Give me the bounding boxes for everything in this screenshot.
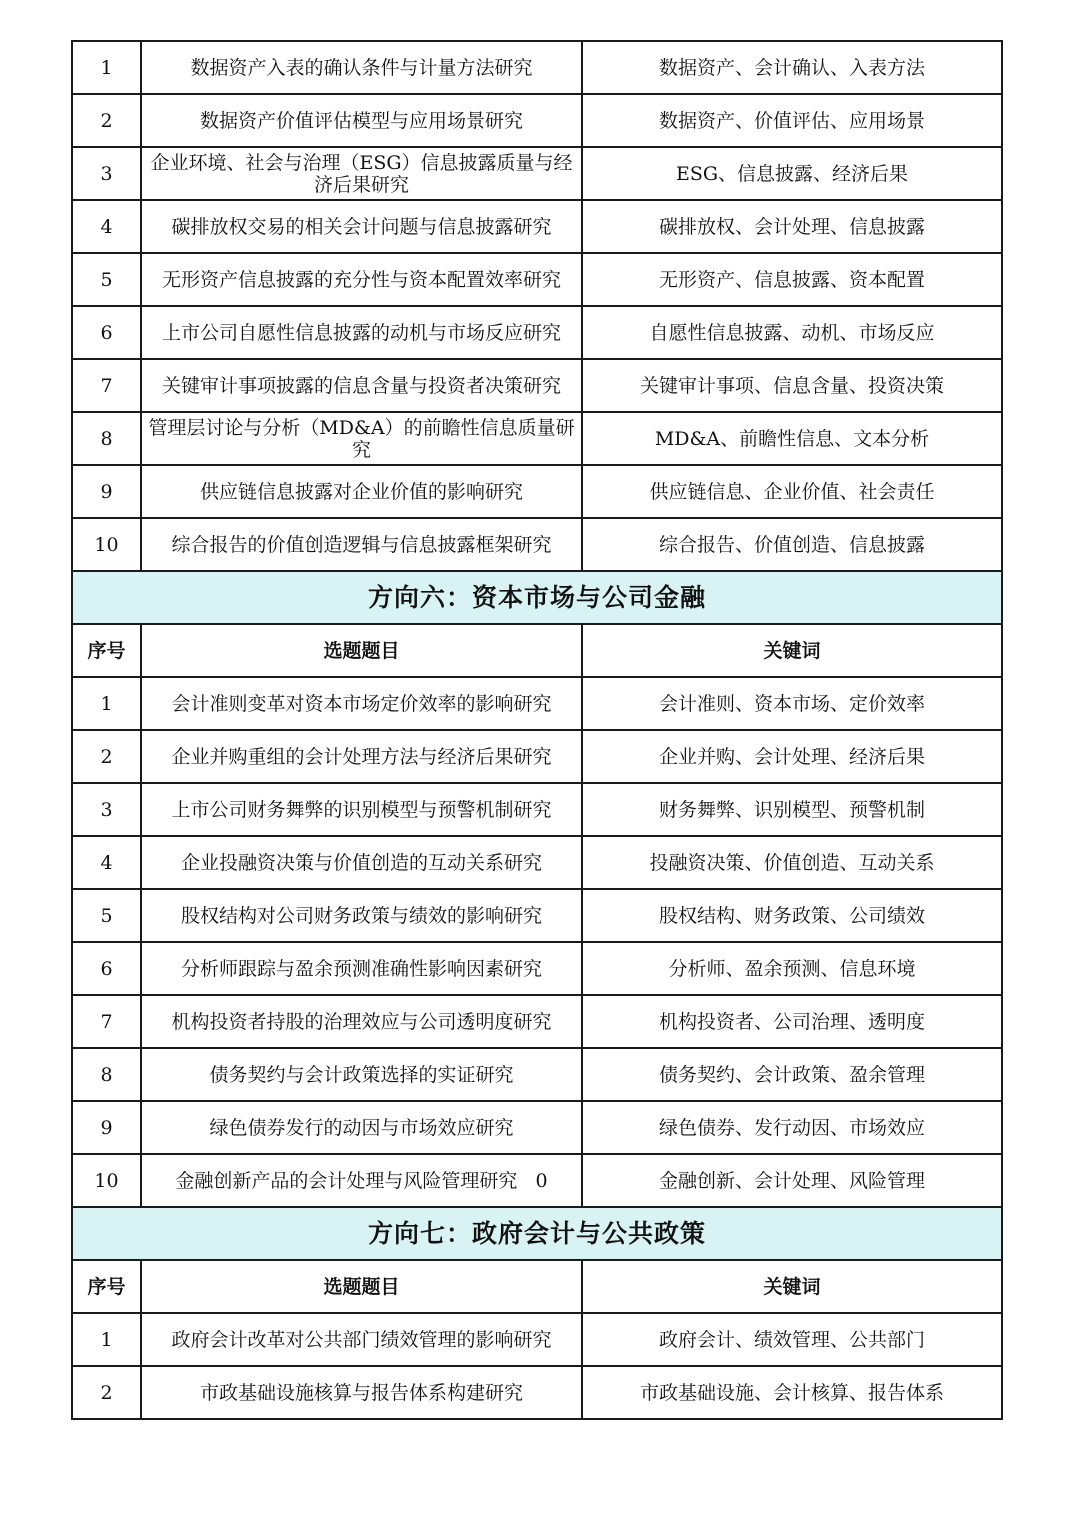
column-header-number: 序号	[72, 624, 141, 677]
column-header-topic: 选题题目	[141, 1260, 582, 1313]
row-number: 8	[72, 1048, 141, 1101]
topic-cell: 上市公司自愿性信息披露的动机与市场反应研究	[141, 306, 582, 359]
topic-cell: 无形资产信息披露的充分性与资本配置效率研究	[141, 253, 582, 306]
keywords-cell: 绿色债券、发行动因、市场效应	[582, 1101, 1002, 1154]
section-title-row	[72, 571, 1002, 624]
topic-cell: 供应链信息披露对企业价值的影响研究	[141, 465, 582, 518]
keywords-cell: 投融资决策、价值创造、互动关系	[582, 836, 1002, 889]
table-row	[72, 359, 1002, 412]
topics-table	[71, 40, 1003, 1420]
keywords-cell: 股权结构、财务政策、公司绩效	[582, 889, 1002, 942]
row-number: 8	[72, 412, 141, 465]
topic-cell: 金融创新产品的会计处理与风险管理研究 0	[141, 1154, 582, 1207]
table-row	[72, 730, 1002, 783]
table-row	[72, 518, 1002, 571]
keywords-cell: MD&A、前瞻性信息、文本分析	[582, 412, 1002, 465]
row-number: 3	[72, 783, 141, 836]
topics-table-body	[72, 41, 1002, 1419]
keywords-cell: 碳排放权、会计处理、信息披露	[582, 200, 1002, 253]
row-number: 3	[72, 147, 141, 200]
row-number: 10	[72, 1154, 141, 1207]
table-row	[72, 253, 1002, 306]
column-header-keywords: 关键词	[582, 624, 1002, 677]
keywords-cell: 市政基础设施、会计核算、报告体系	[582, 1366, 1002, 1419]
section-title: 方向六：资本市场与公司金融	[72, 571, 1002, 624]
table-row	[72, 942, 1002, 995]
section-title-row	[72, 1207, 1002, 1260]
keywords-cell: 自愿性信息披露、动机、市场反应	[582, 306, 1002, 359]
row-number: 2	[72, 1366, 141, 1419]
row-number: 9	[72, 1101, 141, 1154]
topic-cell: 绿色债券发行的动因与市场效应研究	[141, 1101, 582, 1154]
table-row	[72, 94, 1002, 147]
keywords-cell: 综合报告、价值创造、信息披露	[582, 518, 1002, 571]
topic-cell: 关键审计事项披露的信息含量与投资者决策研究	[141, 359, 582, 412]
topic-cell: 股权结构对公司财务政策与绩效的影响研究	[141, 889, 582, 942]
table-row	[72, 1154, 1002, 1207]
row-number: 1	[72, 677, 141, 730]
column-header-number: 序号	[72, 1260, 141, 1313]
table-row	[72, 1313, 1002, 1366]
keywords-cell: 企业并购、会计处理、经济后果	[582, 730, 1002, 783]
row-number: 5	[72, 253, 141, 306]
row-number: 2	[72, 94, 141, 147]
keywords-cell: 政府会计、绩效管理、公共部门	[582, 1313, 1002, 1366]
topic-cell: 分析师跟踪与盈余预测准确性影响因素研究	[141, 942, 582, 995]
table-row	[72, 889, 1002, 942]
row-number: 1	[72, 41, 141, 94]
table-row	[72, 306, 1002, 359]
table-header-row	[72, 1260, 1002, 1313]
topic-cell: 上市公司财务舞弊的识别模型与预警机制研究	[141, 783, 582, 836]
column-header-topic: 选题题目	[141, 624, 582, 677]
topic-cell: 数据资产入表的确认条件与计量方法研究	[141, 41, 582, 94]
topic-cell: 会计准则变革对资本市场定价效率的影响研究	[141, 677, 582, 730]
topic-cell: 碳排放权交易的相关会计问题与信息披露研究	[141, 200, 582, 253]
keywords-cell: 债务契约、会计政策、盈余管理	[582, 1048, 1002, 1101]
topic-cell: 管理层讨论与分析（MD&A）的前瞻性信息质量研究	[141, 412, 582, 465]
topic-cell: 企业投融资决策与价值创造的互动关系研究	[141, 836, 582, 889]
table-row	[72, 677, 1002, 730]
row-number: 7	[72, 359, 141, 412]
row-number: 7	[72, 995, 141, 1048]
row-number: 1	[72, 1313, 141, 1366]
keywords-cell: 分析师、盈余预测、信息环境	[582, 942, 1002, 995]
keywords-cell: 无形资产、信息披露、资本配置	[582, 253, 1002, 306]
topic-cell: 政府会计改革对公共部门绩效管理的影响研究	[141, 1313, 582, 1366]
keywords-cell: 机构投资者、公司治理、透明度	[582, 995, 1002, 1048]
column-header-keywords: 关键词	[582, 1260, 1002, 1313]
table-row	[72, 41, 1002, 94]
table-row	[72, 1366, 1002, 1419]
row-number: 6	[72, 306, 141, 359]
keywords-cell: 财务舞弊、识别模型、预警机制	[582, 783, 1002, 836]
keywords-cell: 数据资产、价值评估、应用场景	[582, 94, 1002, 147]
keywords-cell: 数据资产、会计确认、入表方法	[582, 41, 1002, 94]
topic-cell: 市政基础设施核算与报告体系构建研究	[141, 1366, 582, 1419]
topic-cell: 企业并购重组的会计处理方法与经济后果研究	[141, 730, 582, 783]
row-number: 2	[72, 730, 141, 783]
keywords-cell: ESG、信息披露、经济后果	[582, 147, 1002, 200]
row-number: 4	[72, 836, 141, 889]
row-number: 9	[72, 465, 141, 518]
topic-cell: 综合报告的价值创造逻辑与信息披露框架研究	[141, 518, 582, 571]
table-row	[72, 1101, 1002, 1154]
topic-cell: 债务契约与会计政策选择的实证研究	[141, 1048, 582, 1101]
row-number: 6	[72, 942, 141, 995]
topic-cell: 机构投资者持股的治理效应与公司透明度研究	[141, 995, 582, 1048]
keywords-cell: 关键审计事项、信息含量、投资决策	[582, 359, 1002, 412]
keywords-cell: 金融创新、会计处理、风险管理	[582, 1154, 1002, 1207]
table-row	[72, 783, 1002, 836]
table-row	[72, 147, 1002, 200]
keywords-cell: 会计准则、资本市场、定价效率	[582, 677, 1002, 730]
topic-cell: 企业环境、社会与治理（ESG）信息披露质量与经济后果研究	[141, 147, 582, 200]
topic-cell: 数据资产价值评估模型与应用场景研究	[141, 94, 582, 147]
table-row	[72, 836, 1002, 889]
table-header-row	[72, 624, 1002, 677]
row-number: 5	[72, 889, 141, 942]
keywords-cell: 供应链信息、企业价值、社会责任	[582, 465, 1002, 518]
section-title: 方向七：政府会计与公共政策	[72, 1207, 1002, 1260]
row-number: 10	[72, 518, 141, 571]
table-row	[72, 1048, 1002, 1101]
table-row	[72, 412, 1002, 465]
table-row	[72, 995, 1002, 1048]
table-row	[72, 200, 1002, 253]
row-number: 4	[72, 200, 141, 253]
table-row	[72, 465, 1002, 518]
